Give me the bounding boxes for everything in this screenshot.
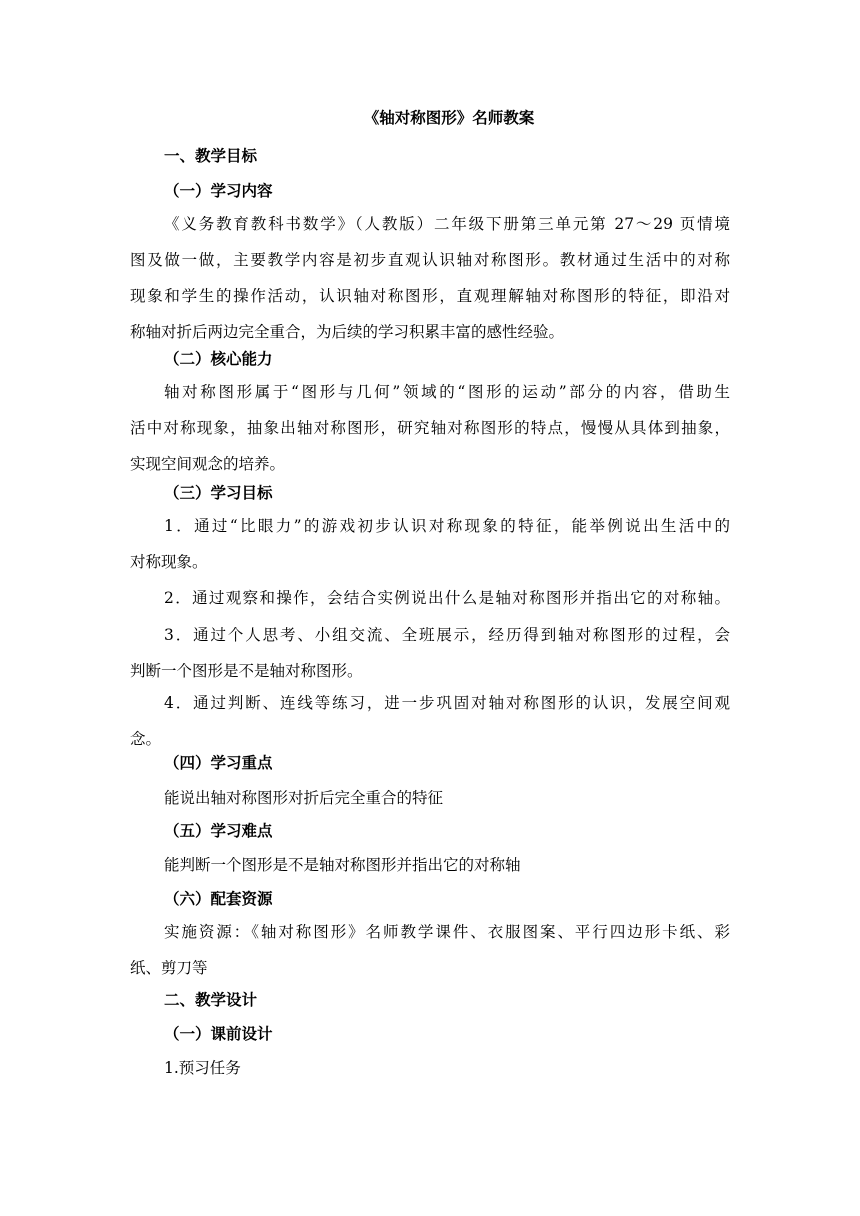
document-title: 《轴对称图形》名师教案 — [363, 109, 535, 127]
paragraph-line: 现象和学生的操作活动，认识轴对称图形，直观理解轴对称图形的特征，即沿对 — [130, 287, 730, 305]
paragraph-line: 《义务教育教科书数学》（人教版）二年级下册第三单元第 27～29 页情境 — [164, 215, 730, 233]
paragraph-line: 称轴对折后两边完全重合，为后续的学习积累丰富的感性经验。 — [130, 323, 565, 341]
goal-item-2 — [130, 580, 730, 616]
key-points-text: 能说出轴对称图形对折后完全重合的特征 — [164, 789, 444, 807]
paragraph-line: 1．通过“比眼力”的游戏初步认识对称现象的特征，能举例说出生活中的 — [164, 517, 730, 535]
subheading-preclass-design: （一）课前设计 — [164, 1025, 273, 1043]
paragraph-line: 3．通过个人思考、小组交流、全班展示，经历得到轴对称图形的过程，会 — [164, 626, 730, 644]
subheading-difficult-points: （五）学习难点 — [164, 822, 273, 840]
subheading-key-points: （四）学习重点 — [164, 754, 273, 772]
subheading-core-ability: （二）核心能力 — [164, 350, 273, 368]
subheading-learning-content: （一）学习内容 — [164, 182, 273, 200]
paragraph-line: 判断一个图形是不是轴对称图形。 — [130, 662, 363, 680]
paragraph-line: 2．通过观察和操作，会结合实例说出什么是轴对称图形并指出它的对称轴。 — [164, 589, 730, 607]
paragraph-line: 纸、剪刀等 — [130, 959, 208, 977]
section-heading-teaching-design: 二、教学设计 — [164, 991, 258, 1009]
goal-item-3 — [130, 617, 730, 689]
goal-item-4 — [130, 685, 730, 757]
paragraph-line: 实施资源：《轴对称图形》名师教学课件、衣服图案、平行四边形卡纸、彩 — [164, 923, 730, 941]
paragraph-line: 念。 — [130, 730, 162, 748]
paragraph-resources — [130, 914, 730, 986]
paragraph-line: 活中对称现象，抽象出轴对称图形，研究轴对称图形的特点，慢慢从具体到抽象， — [130, 419, 730, 437]
difficult-points-text: 能判断一个图形是不是轴对称图形并指出它的对称轴 — [164, 856, 521, 874]
section-heading-teaching-goals: 一、教学目标 — [164, 147, 258, 165]
subheading-learning-goals: （三）学习目标 — [164, 484, 273, 502]
paragraph-line: 实现空间观念的培养。 — [130, 455, 286, 473]
paragraph-learning-content — [130, 206, 730, 350]
paragraph-core-ability — [130, 374, 730, 482]
paragraph-line: 对称现象。 — [130, 553, 208, 571]
subheading-resources: （六）配套资源 — [164, 890, 273, 908]
paragraph-line: 图及做一做，主要教学内容是初步直观认识轴对称图形。教材通过生活中的对称 — [130, 251, 730, 269]
item-preview-task: 1.预习任务 — [164, 1059, 241, 1077]
paragraph-line: 轴对称图形属于“图形与几何”领域的“图形的运动”部分的内容，借助生 — [164, 383, 730, 401]
paragraph-line: 4．通过判断、连线等练习，进一步巩固对轴对称图形的认识，发展空间观 — [164, 694, 730, 712]
goal-item-1 — [130, 508, 730, 580]
